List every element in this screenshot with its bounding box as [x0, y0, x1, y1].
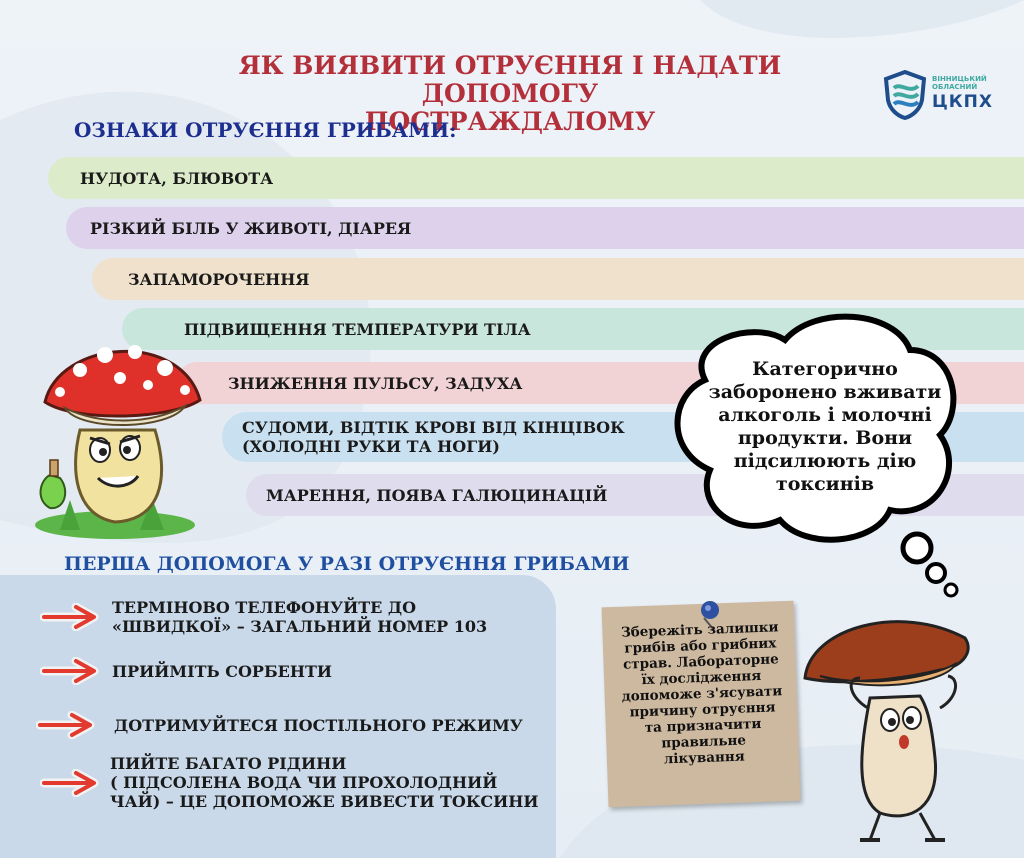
first-aid-item-3	[36, 711, 523, 739]
page-title-line2: ПОСТРАЖДАЛОМУ	[364, 107, 656, 136]
sign-text-1: НУДОТА, БЛЮВОТА	[80, 168, 274, 188]
first-aid-text-1: ТЕРМІНОВО ТЕЛЕФОНУЙТЕ ДО «ШВИДКОЇ» – ЗАГАЛЬНИЙ НОМЕР 103	[112, 598, 488, 636]
sign-text-4: ПІДВИЩЕННЯ ТЕМПЕРАТУРИ ТІЛА	[184, 319, 531, 339]
logo	[882, 70, 1012, 120]
first-aid-item-1	[40, 598, 487, 636]
sign-text-7: МАРЕННЯ, ПОЯВА ГАЛЮЦИНАЦІЙ	[266, 485, 608, 505]
first-aid-item-2	[40, 657, 332, 685]
fly-agaric-character-icon	[20, 330, 210, 540]
sign-band-1	[48, 157, 1024, 199]
red-arrow-icon	[40, 603, 102, 631]
page-title-line1: ЯК ВИЯВИТИ ОТРУЄННЯ І НАДАТИ ДОПОМОГУ	[238, 51, 782, 108]
sign-band-3	[92, 258, 1024, 300]
sign-text-2: РІЗКИЙ БІЛЬ У ЖИВОТІ, ДІАРЕЯ	[90, 218, 412, 238]
sticky-note-text: Збережіть залишки грибів або грибних страв. Лабораторне їх дослідження допоможе з'ясувати причину отруєння та призначити правильне лікування	[620, 619, 783, 768]
sign-band-2	[66, 207, 1024, 249]
red-arrow-icon	[40, 657, 102, 685]
bolete-character-icon	[800, 608, 975, 843]
first-aid-text-2: ПРИЙМІТЬ СОРБЕНТИ	[112, 661, 332, 681]
first-aid-heading: ПЕРША ДОПОМОГА У РАЗІ ОТРУЄННЯ ГРИБАМИ	[64, 553, 630, 575]
sign-text-5: ЗНИЖЕННЯ ПУЛЬСУ, ЗАДУХА	[228, 373, 523, 393]
first-aid-text-3: ДОТРИМУЙТЕСЯ ПОСТІЛЬНОГО РЕЖИМУ	[114, 715, 523, 735]
first-aid-item-4	[40, 754, 538, 811]
logo-caption: ВІННИЦЬКИЙ ОБЛАСНИЙ	[932, 75, 987, 91]
red-arrow-icon	[40, 769, 102, 797]
red-arrow-icon	[36, 711, 98, 739]
sign-text-3: ЗАПАМОРОЧЕННЯ	[128, 269, 310, 289]
logo-name: ЦКПХ	[932, 92, 994, 112]
sign-text-6: СУДОМИ, ВІДТІК КРОВІ ВІД КІНЦІВОК (ХОЛОДНІ РУКИ ТА НОГИ)	[242, 418, 625, 456]
shield-wave-icon	[882, 70, 928, 120]
signs-heading: ОЗНАКИ ОТРУЄННЯ ГРИБАМИ:	[74, 118, 457, 142]
first-aid-text-4: ПИЙТЕ БАГАТО РІДИНИ ( ПІДСОЛЕНА ВОДА ЧИ ПРОХОЛОДНИЙ ЧАЙ) – ЦЕ ДОПОМОЖЕ ВИВЕСТИ ТОКСИНИ	[110, 754, 539, 811]
cloud-warning-text: Категорично заборонено вживати алкоголь і молочні продукти. Вони підсилюють дію токсинів	[708, 358, 942, 495]
